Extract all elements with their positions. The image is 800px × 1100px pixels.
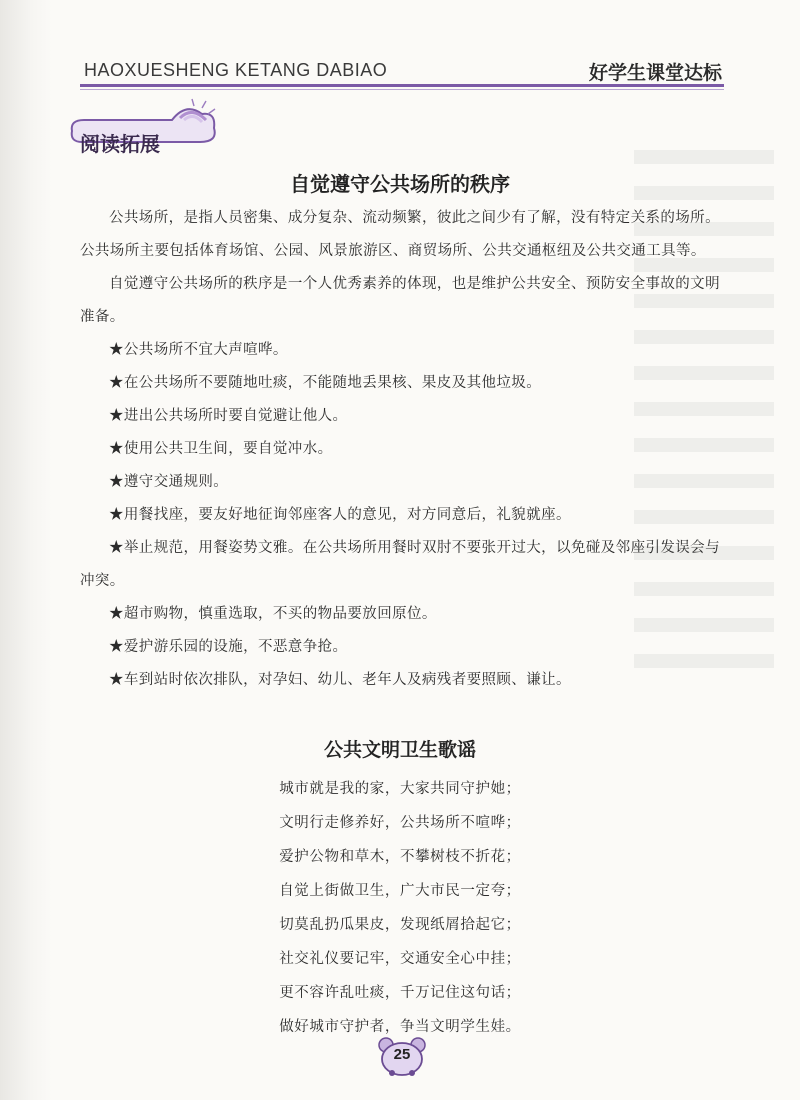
page-number: 25 bbox=[393, 1046, 411, 1063]
poem-body bbox=[0, 772, 800, 1044]
rule-item-1: ★公共场所不宜大声喧哗。 bbox=[109, 342, 288, 358]
article-paragraph-2: 自觉遵守公共场所的秩序是一个人优秀素养的体现，也是维护公共安全、预防安全事故的文明准备。 bbox=[80, 276, 720, 325]
header-series-chinese: 好学生课堂达标 bbox=[588, 62, 722, 84]
rule-item-6: ★用餐找座，要友好地征询邻座客人的意见，对方同意后，礼貌就座。 bbox=[109, 507, 571, 523]
header-rule bbox=[80, 84, 724, 87]
poem-line-4: 自觉上街做卫生，广大市民一定夸； bbox=[279, 883, 521, 899]
article-body bbox=[80, 202, 720, 697]
rule-item-3: ★进出公共场所时要自觉避让他人。 bbox=[109, 408, 348, 424]
rule-item-8: ★超市购物，慎重选取，不买的物品要放回原位。 bbox=[109, 606, 437, 622]
header-series-english: HAOXUESHENG KETANG DABIAO bbox=[84, 60, 388, 80]
rule-item-7: ★举止规范，用餐姿势文雅。在公共场所用餐时双肘不要张开过大，以免碰及邻座引发误会与冲突。 bbox=[80, 540, 720, 589]
section-badge-label: 阅读拓展 bbox=[80, 132, 160, 156]
poem-line-2: 文明行走修养好，公共场所不喧哗； bbox=[279, 815, 521, 831]
poem-title: 公共文明卫生歌谣 bbox=[323, 739, 476, 761]
poem-line-1: 城市就是我的家，大家共同守护她； bbox=[279, 781, 521, 797]
article-title: 自觉遵守公共场所的秩序 bbox=[290, 172, 510, 196]
poem-line-7: 更不容许乱吐痰，千万记住这句话； bbox=[279, 985, 521, 1001]
poem-line-3: 爱护公物和草木，不攀树枝不折花； bbox=[279, 849, 521, 865]
poem-line-5: 切莫乱扔瓜果皮，发现纸屑拾起它； bbox=[279, 917, 521, 933]
poem-line-8: 做好城市守护者，争当文明学生娃。 bbox=[279, 1019, 521, 1035]
rule-item-9: ★爱护游乐园的设施，不恶意争抢。 bbox=[109, 639, 348, 655]
rule-item-4: ★使用公共卫生间，要自觉冲水。 bbox=[109, 441, 333, 457]
rule-item-5: ★遵守交通规则。 bbox=[109, 474, 229, 490]
rule-item-10: ★车到站时依次排队，对孕妇、幼儿、老年人及病残者要照顾、谦让。 bbox=[109, 672, 571, 688]
article-paragraph-1: 公共场所，是指人员密集、成分复杂、流动频繁，彼此之间少有了解，没有特定关系的场所。公共场所主要包括体育场馆、公园、风景旅游区、商贸场所、公共交通枢纽及公共交通工具等。 bbox=[80, 210, 720, 259]
poem-line-6: 社交礼仪要记牢，交通安全心中挂； bbox=[279, 951, 521, 967]
header-rule-thin bbox=[80, 89, 724, 90]
rule-item-2: ★在公共场所不要随地吐痰，不能随地丢果核、果皮及其他垃圾。 bbox=[109, 375, 542, 391]
